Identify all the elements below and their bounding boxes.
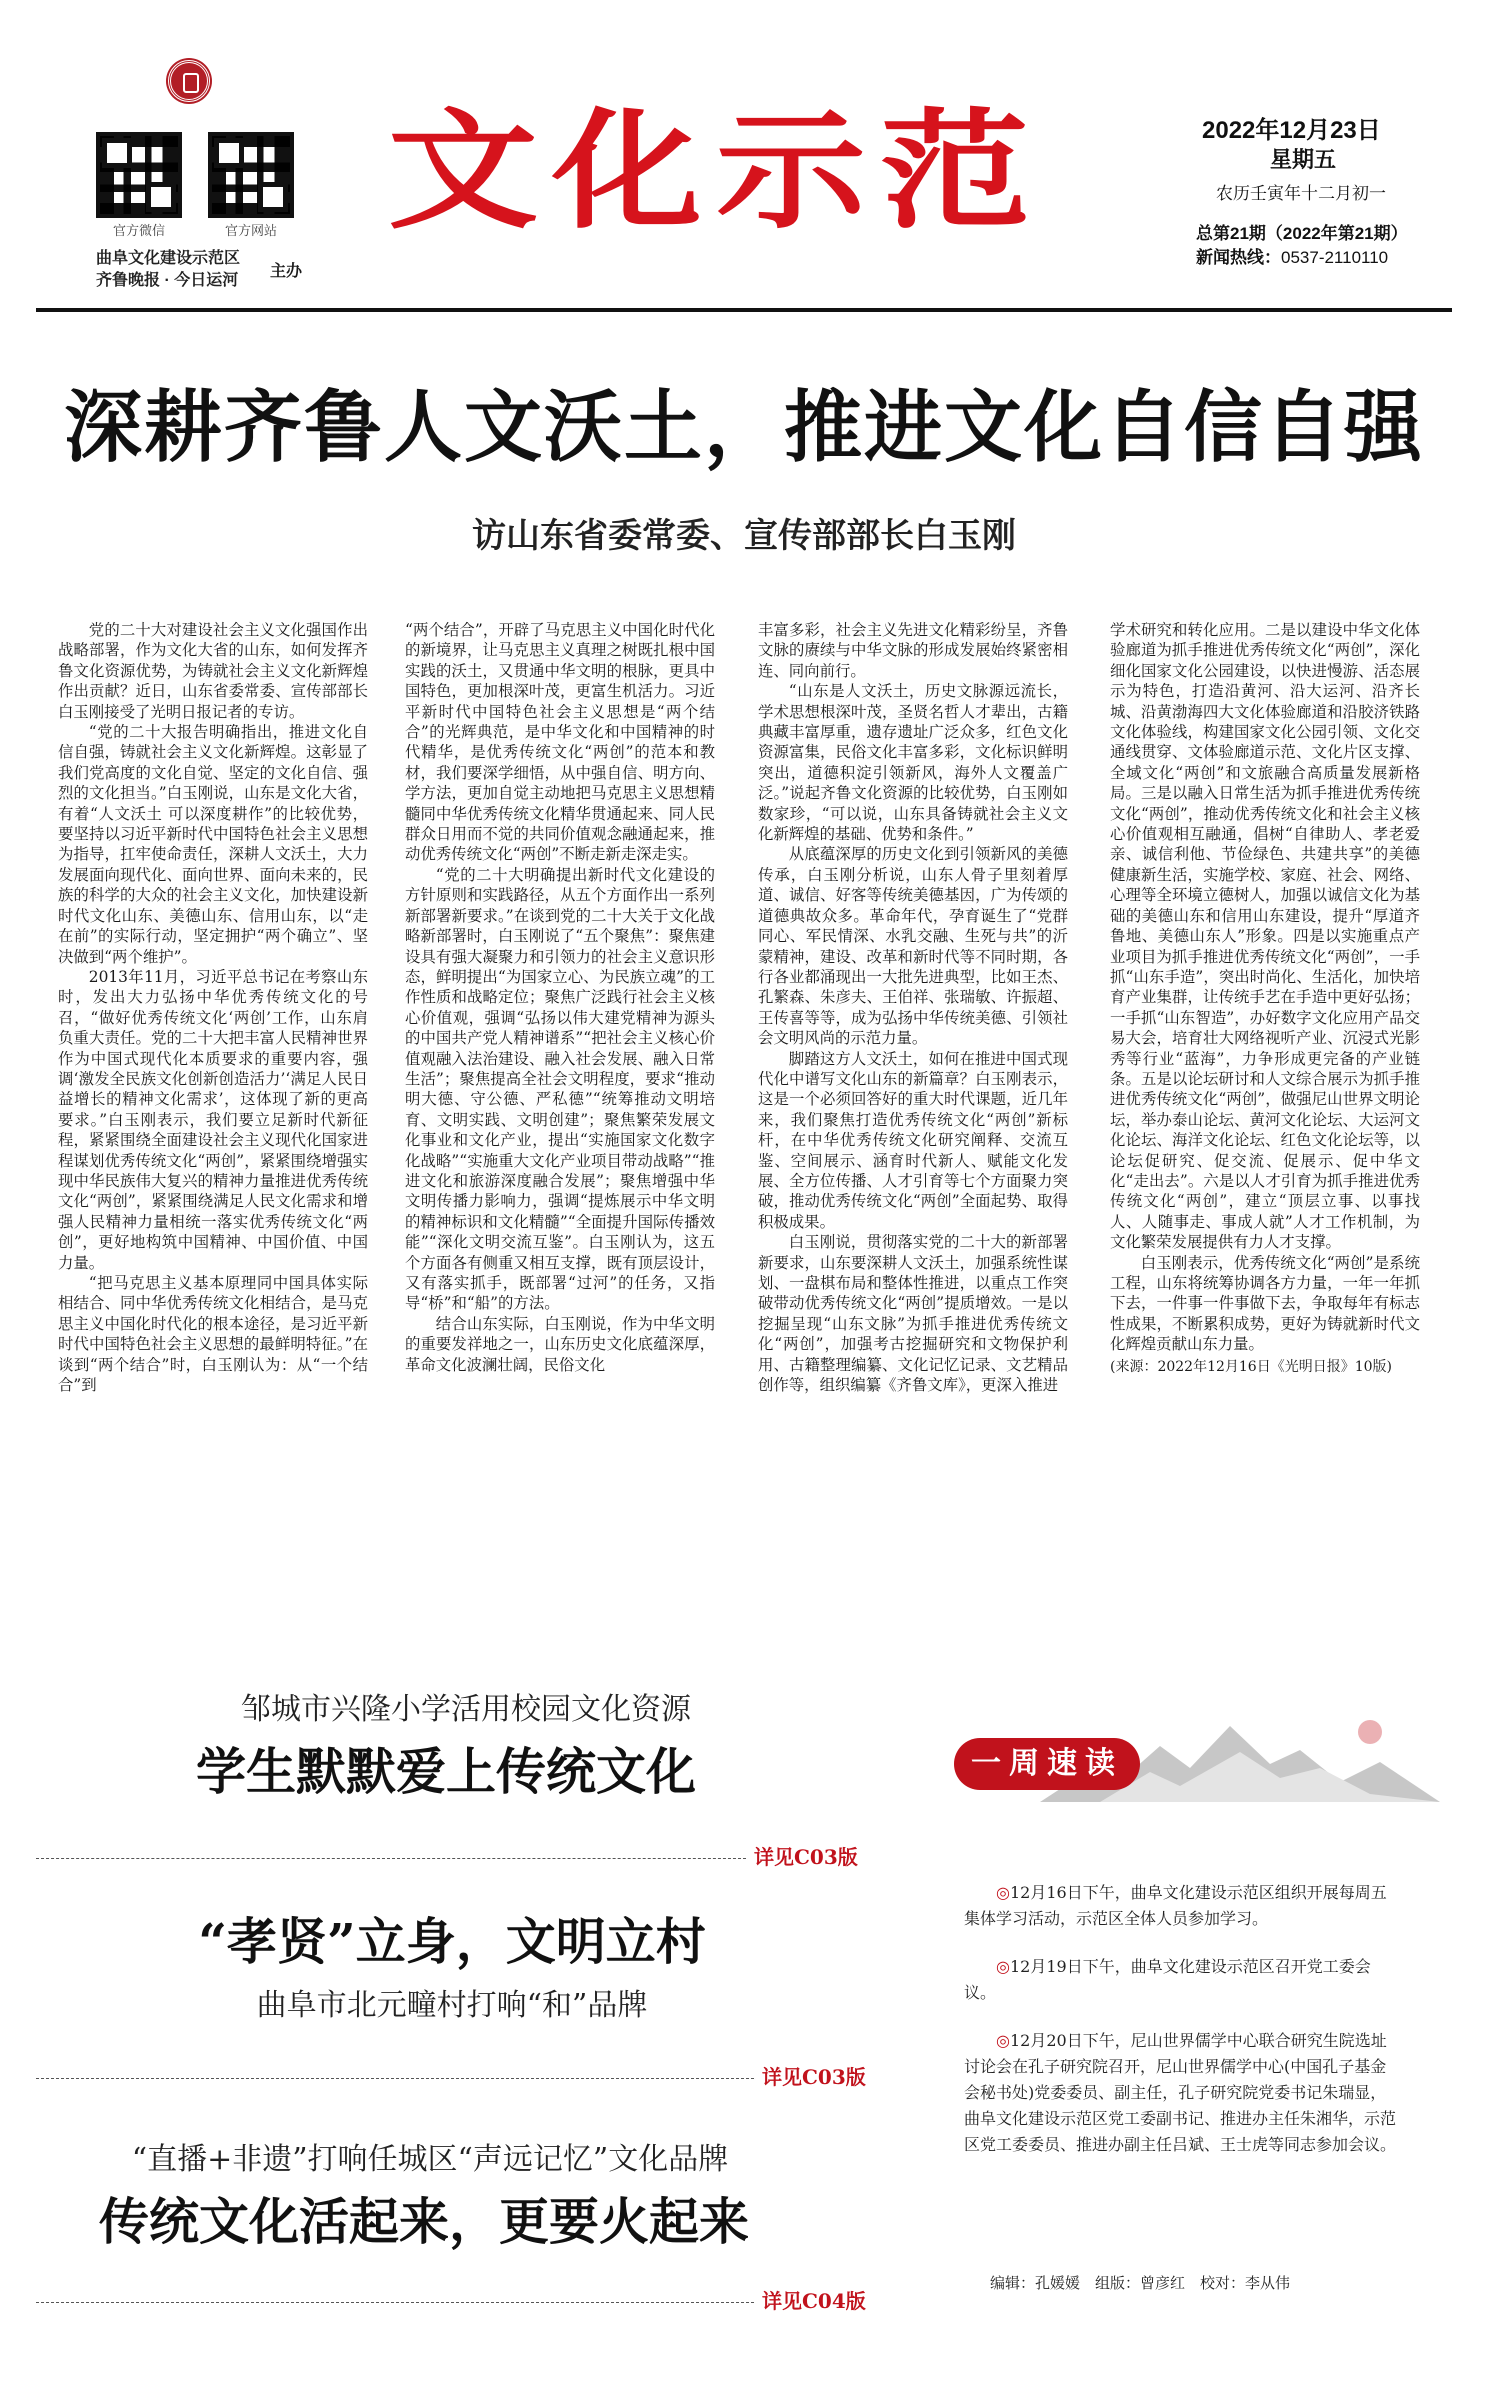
organizer-1: 曲阜文化建设示范区 <box>96 250 241 267</box>
masthead-divider <box>36 308 1452 312</box>
bullet-icon: ◎ <box>996 1957 1010 1976</box>
article-column-1 <box>58 620 368 1648</box>
paragraph: 2013年11月，习近平总书记在考察山东时，发出大力弘扬中华优秀传统文化的号召，“做好优秀传统文化‘两创’工作，山东肩负重大责任。党的二十大把丰富人民精神世界作为中国式现代化本质要求的重要内容，强调‘激发全民族文化创新创造活力’‘满足人民日益增长的精神文化需求’，这体现了新的更高要求。”白玉刚表示，我们要立足新时代新征程，紧紧围绕全面建设社会主义现代化国家进程谋划优秀传统文化“两创”，紧紧围绕增强实现中华民族伟大复兴的精神力量推进优秀传统文化“两创”，紧紧围绕满足人民文化需求和增强人民精神力量相统一落实优秀传统文化“两创”，更好地构筑中国精神、中国价值、中国力量。 <box>58 967 368 1272</box>
paragraph: 结合山东实际，白玉刚说，作为中华文明的重要发祥地之一，山东历史文化底蕴深厚，革命文化波澜壮阔，民俗文化 <box>405 1314 715 1374</box>
issue-lunar-date: 农历壬寅年十二月初一 <box>1216 184 1386 203</box>
paragraph: 丰富多彩，社会主义先进文化精彩纷呈，齐鲁文脉的赓续与中华文脉的形成发展始终紧密相连、同向前行。 <box>758 621 1068 680</box>
issue-weekday: 星期五 <box>1270 147 1337 172</box>
bullet-icon: ◎ <box>996 1883 1010 1902</box>
digest-item <box>964 1880 1400 1932</box>
main-headline: 深耕齐鲁人文沃土，推进文化自信自强 <box>63 382 1424 473</box>
organizers <box>96 248 240 292</box>
teaser-1-divider <box>36 1858 746 1859</box>
teaser-section <box>36 1690 936 2330</box>
paragraph: 党的二十大对建设社会主义文化强国作出战略部署，作为文化大省的山东，如何发挥齐鲁文化资源优势，为铸就社会主义文化新辉煌作出贡献？近日，山东省委常委、宣传部部长白玉刚接受了光明日报记者的专访。 <box>58 621 368 721</box>
teaser-1-page-ref[interactable]: 详见C03版 <box>754 1845 858 1869</box>
organizer-2: 齐鲁晚报 · 今日运河 <box>96 272 239 289</box>
teaser-3-divider <box>36 2302 754 2303</box>
paragraph: “山东是人文沃土，历史文脉源远流长，学术思想根深叶茂，圣贤名哲人才辈出，古籍典藏丰富厚重，遗存遗址广泛众多，红色文化资源富集，民俗文化丰富多彩，文化标识鲜明突出，道德积淀引领新风，海外人文覆盖广泛。”说起齐鲁文化资源的比较优势，白玉刚如数家珍，“可以说，山东具备铸就社会主义文化新辉煌的基础、优势和条件。” <box>758 682 1068 844</box>
teaser-2-title[interactable]: “孝贤”立身，文明立村 <box>198 1912 706 1971</box>
issue-number: 总第21期（2022年第21期） <box>1196 224 1408 243</box>
article-column-2 <box>405 620 715 1648</box>
digest-banner <box>950 1700 1430 1810</box>
website-qr-code-icon[interactable] <box>208 132 294 218</box>
paragraph: 从底蕴深厚的历史文化到引领新风的美德传承，白玉刚分析说，山东人骨子里刻着厚道、诚信、好客等传统美德基因，广为传颂的道德典故众多。革命年代，孕育诞生了“党群同心、军民情深、水乳交融、生死与共”的沂蒙精神，建设、改革和新时代等不同时期，各行各业都涌现出一大批先进典型，比如王杰、孔繁森、朱彦夫、王伯祥、张瑞敏、许振超、王传喜等等，成为弘扬中华传统美德、引领社会文明风尚的示范力量。 <box>758 845 1068 1048</box>
teaser-1-kicker: 邹城市兴隆小学活用校园文化资源 <box>241 1692 691 1727</box>
issue-date: 2022年12月23日 <box>1202 117 1381 144</box>
hotline-label: 新闻热线： <box>1196 248 1281 267</box>
qr-label-website: 官方网站 <box>224 223 277 238</box>
weekly-digest <box>950 1700 1450 2320</box>
paragraph: 白玉刚说，贯彻落实党的二十大的新部署新要求，山东要深耕人文沃土，加强系统性谋划、一盘棋布局和整体性推进，以重点工作突破带动优秀传统文化“两创”提质增效。一是以挖掘呈现“山东文脉”为抓手推进优秀传统文化“两创”，加强考古挖掘研究和文物保护利用、古籍整理编纂、文化记忆记录、文艺精品创作等，组织编纂《齐鲁文库》，更深入推进 <box>758 1233 1068 1395</box>
main-subheadline: 访山东省委常委、宣传部部长白玉刚 <box>472 516 1016 556</box>
paragraph: 脚踏这方人文沃土，如何在推进中国式现代化中谱写文化山东的新篇章？白玉刚表示，这是一个必须回答好的重大时代课题，近几年来，我们聚焦打造优秀传统文化“两创”新标杆，在中华优秀传统文化研究阐释、交流互鉴、空间展示、涵育时代新人、赋能文化发展、全方位传播、人才引育等七个方面聚力突破，推动优秀传统文化“两创”全面起势、取得积极成果。 <box>758 1049 1068 1231</box>
paragraph: “党的二十大明确提出新时代文化建设的方针原则和实践路径，从五个方面作出一系列新部署新要求。”在谈到党的二十大关于文化战略新部署时，白玉刚说了“五个聚焦”：聚焦建设具有强大凝聚力和引领力的社会主义意识形态，鲜明提出“为国家立心、为民族立魂”的工作性质和战略定位；聚焦广泛践行社会主义核心价值观，强调“弘扬以伟大建党精神为源头的中国共产党人精神谱系”“把社会主义核心价值观融入法治建设、融入社会发展、融入日常生活”；聚焦提高全社会文明程度，要求“推动明大德、守公德、严私德”“统筹推动文明培育、文明实践、文明创建”；聚焦繁荣发展文化事业和文化产业，提出“实施国家文化数字化战略”“实施重大文化产业项目带动战略”“推进文化和旅游深度融合发展”；聚焦增强中华文明传播力影响力，强调“提炼展示中华文明的精神标识和文化精髓”“全面提升国际传播效能”“深化文明交流互鉴”。白玉刚认为，这五个方面各有侧重又相互支撑，既有顶层设计，又有落实抓手，既部署“过河”的任务，又指导“桥”和“船”的方法。 <box>405 865 715 1313</box>
qr-label-wechat: 官方微信 <box>112 223 165 238</box>
teaser-3-kicker: “直播+非遗”打响任城区“声远记忆”文化品牌 <box>131 2142 729 2177</box>
digest-item <box>964 1954 1400 2006</box>
teaser-2-subtitle: 曲阜市北元疃村打响“和”品牌 <box>256 1988 648 2023</box>
news-hotline <box>1196 246 1456 270</box>
paragraph: “两个结合”，开辟了马克思主义中国化时代化的新境界，让马克思主义真理之树既扎根中国实践的沃土，又贯通中华文明的根脉，更具中国特色，更加根深叶茂，更富生机活力。习近平新时代中国特色社会主义思想是“两个结合”的光辉典范，是中华文化和中国精神的时代精华，是优秀传统文化“两创”的范本和教材，我们要深学细悟，从中强自信、明方向、学方法，更加自觉主动地把马克思主义思想精髓同中华优秀传统文化精华贯通起来、同人民群众日用而不觉的共同价值观念融通起来，推动优秀传统文化“两创”不断走新走深走实。 <box>405 621 715 864</box>
masthead <box>0 0 1487 312</box>
hotline-number[interactable]: 0537-2110110 <box>1281 248 1389 267</box>
organizer-role: 主办 <box>270 263 303 280</box>
article-source: (来源：2022年12月16日《光明日报》10版) <box>1110 1358 1392 1375</box>
wechat-qr-code-icon[interactable] <box>96 132 182 218</box>
digest-item-text: 12月19日下午，曲阜文化建设示范区召开党工委会议。 <box>964 1957 1371 2002</box>
interview-article <box>58 620 1430 1648</box>
teaser-2-page-ref[interactable]: 详见C03版 <box>762 2065 866 2089</box>
paragraph: “把马克思主义基本原理同中国具体实际相结合、同中华优秀传统文化相结合，是马克思主义中国化时代化的根本途径，是习近平新时代中国特色社会主义思想的最鲜明特征。”在谈到“两个结合”时，白玉刚认为：从“一个结合”到 <box>58 1274 368 1395</box>
paragraph: 白玉刚表示，优秀传统文化“两创”是系统工程，山东将统筹协调各方力量，一年一年抓下去，一件事一件事做下去，争取每年有标志性成果，不断累积成势，更好为铸就新时代文化辉煌贡献山东力量。 <box>1110 1253 1420 1354</box>
teaser-3-page-ref[interactable]: 详见C04版 <box>762 2289 866 2313</box>
editorial-credits: 编辑：孔媛媛 组版：曾彦红 校对：李从伟 <box>990 2275 1291 2292</box>
teaser-2-divider <box>36 2078 754 2079</box>
digest-item-text: 12月16日下午，曲阜文化建设示范区组织开展每周五集体学习活动，示范区全体人员参加学习。 <box>964 1883 1387 1928</box>
digest-item <box>964 2028 1400 2158</box>
digest-item-text: 12月20日下午，尼山世界儒学中心联合研究生院选址讨论会在孔子研究院召开，尼山世界儒学中心(中国孔子基金会秘书处)党委委员、副主任，孔子研究院党委书记朱瑞显，曲阜文化建设示范区党工委副书记、推进办主任朱湘华，示范区党工委委员、推进办副主任吕斌、王士虎等同志参加会议。 <box>964 2031 1397 2154</box>
issue-info <box>1196 116 1456 270</box>
article-column-4 <box>1110 620 1420 1648</box>
bullet-icon: ◎ <box>996 2031 1010 2050</box>
digest-badge: 一周速读 <box>954 1738 1140 1790</box>
paragraph: 学术研究和转化应用。二是以建设中华文化体验廊道为抓手推进优秀传统文化“两创”，深化细化国家文化公园建设，以快进慢游、活态展示为特色，打造沿黄河、沿大运河、沿齐长城、沿黄渤海四大文化体验廊道和沿胶济铁路文化体验线，构建国家文化公园引领、文化交通线贯穿、文体验廊道示范、文化片区支撑、全域文化“两创”和文旅融合高质量发展新格局。三是以融入日常生活为抓手推进优秀传统文化“两创”，推动优秀传统文化和社会主义核心价值观相互融通，倡树“自律助人、孝老爱亲、诚信利他、节俭绿色、共建共享”的美德健康新生活，实施学校、家庭、社会、网络、心理等全环境立德树人，加强以诚信文化为基础的美德山东和信用山东建设，提升“厚道齐鲁地、美德山东人”形象。四是以实施重点产业项目为抓手推进优秀传统文化“两创”，一手抓“山东手造”，突出时尚化、生活化，加快培育产业集群，让传统手艺在手造中更好弘扬；一手抓“山东智造”，办好数字文化应用产品交易大会，培育壮大网络视听产业、沉浸式光影秀等行业“蓝海”，力争形成更完备的产业链条。五是以论坛研讨和人文综合展示为抓手推进优秀传统文化“两创”，做强尼山世界文明论坛，举办泰山论坛、黄河文化论坛、大运河文化论坛、海洋文化论坛、红色文化论坛等，以论坛促研究、促交流、促展示、促中华文化“走出去”。六是以人才引育为抓手推进优秀传统文化“两创”，建立“顶层立事、以事找人、人随事走、事成人就”人才工作机制，为文化繁荣发展提供有力人才支撑。 <box>1110 621 1420 1252</box>
teaser-1-title[interactable]: 学生默默爱上传统文化 <box>196 1742 696 1801</box>
paragraph: “党的二十大报告明确指出，推进文化自信自强，铸就社会主义文化新辉煌。这彰显了我们党高度的文化自觉、坚定的文化自信、强烈的文化担当。”白玉刚说，山东是文化大省，有着“人文沃土 可以深度耕作”的比较优势，要坚持以习近平新时代中国特色社会主义思想为指导，扛牢使命责任，深耕人文沃土，大力发展面向现代化、面向世界、面向未来的，民族的科学的大众的社会主义文化，加快建设新时代文化山东、美德山东、信用山东，以“走在前”的实际行动，坚定拥护“两个确立”、坚决做到“两个维护”。 <box>58 723 368 966</box>
newspaper-title: 文化示范 <box>387 98 1044 244</box>
article-column-3 <box>758 620 1068 1648</box>
digest-list <box>964 1880 1400 2180</box>
teaser-3-title[interactable]: 传统文化活起来，更要火起来 <box>99 2192 749 2251</box>
logo-seal-icon <box>168 60 210 102</box>
